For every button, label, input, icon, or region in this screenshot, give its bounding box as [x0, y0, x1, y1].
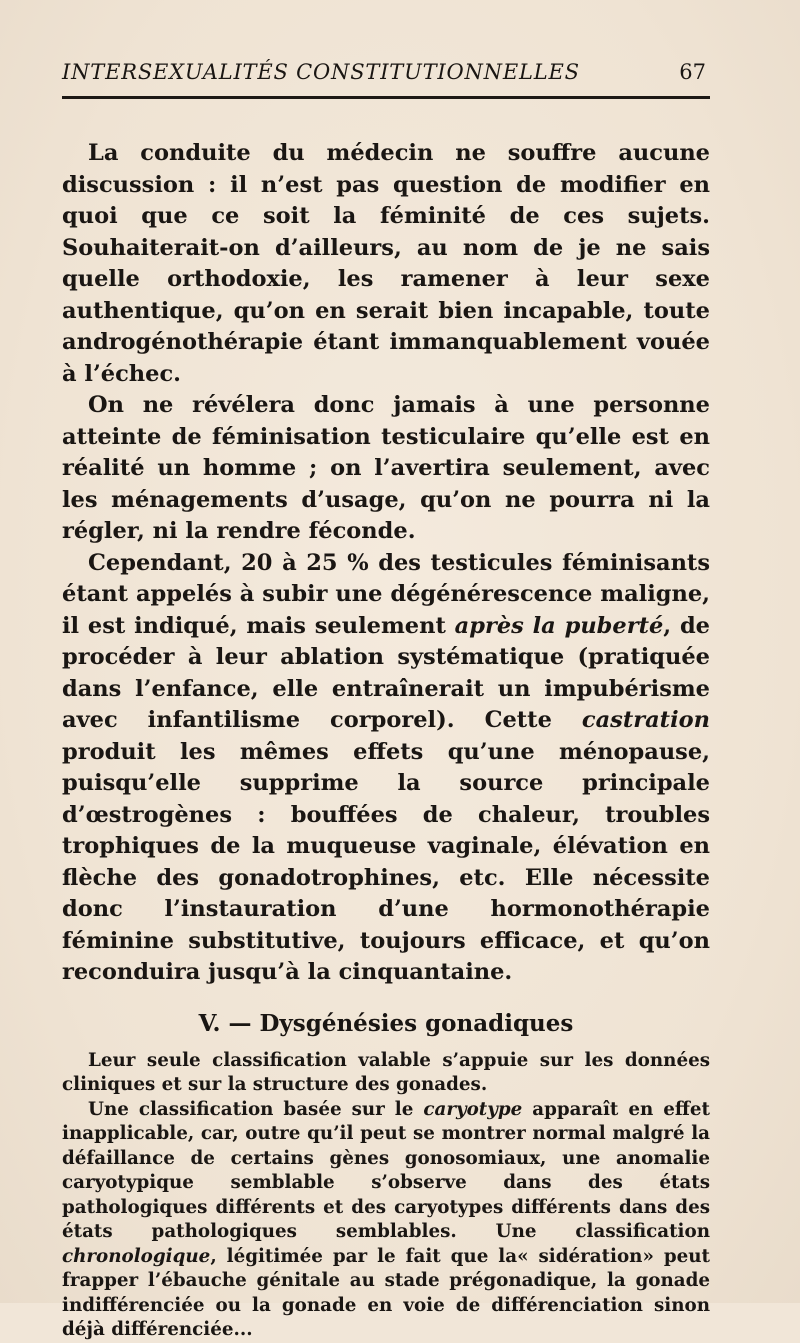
- emphasis-chronologique: chronologique: [62, 1245, 211, 1267]
- paragraph-text: Une classification basée sur le: [88, 1098, 424, 1120]
- paragraph-classification: [62, 1049, 710, 1098]
- section-heading: V. — Dysgénésies gonadiques: [198, 1009, 574, 1037]
- paragraph-text: Cependant, 20 à 25 % des testicules féminisants étant appelés à subir une dégénérescence maligne, il est indiqué, mais seulement: [62, 549, 710, 639]
- paragraph-text: apparaît en effet inapplicable, car, outre qu’il peut se montrer normal malgré la défaillance de certains gènes gonosomiaux, une anomalie caryotypique semblable s’observe dans des états pathologiques différents et des caryotypes différents dans des états pathologiques semblables. Une classification: [62, 1098, 710, 1242]
- emphasis-caryotype: caryotype: [423, 1098, 523, 1120]
- running-title: INTERSEXUALITÉS CONSTITUTIONNELLES: [62, 60, 580, 84]
- paragraph-text: produit les mêmes effets qu’une ménopause, puisqu’elle supprime la source principale d’œstrogènes : bouffées de chaleur, troubles trophiques de la muqueuse vaginale, élévation en flèche des gonadotrophines, etc. Elle nécessite donc l’instauration d’une hormonothérapie féminine substitutive, toujours efficace, et qu’on reconduira jusqu’à la cinquantaine.: [62, 738, 710, 985]
- small-print-block: [62, 1049, 710, 1343]
- paragraph-text: La conduite du médecin ne souffre aucune discussion : il n’est pas question de modifier en quoi que ce soit la féminité de ces sujets. Souhaiterait-on d’ailleurs, au nom de je ne sais quelle orthodoxie, les ramener à leur sexe authentique, qu’on en serait bien incapable, toute androgénothérapie étant immanquablement vouée à l’échec.: [62, 140, 710, 387]
- page-header: [62, 60, 710, 94]
- emphasis-castration: castration: [581, 707, 710, 733]
- page-number: 67: [679, 60, 706, 84]
- paragraph-castration: [62, 548, 710, 989]
- paragraph-text: , légitimée par le fait que la« sidération» peut frapper l’ébauche génitale au stade prégonadique, la gonade indifférenciée ou la gonade en voie de différenciation sinon déjà différenciée...: [62, 1245, 710, 1340]
- emphasis-apres-puberte: après la puberté: [454, 612, 664, 639]
- paragraph-text: On ne révélera donc jamais à une personne atteinte de féminisation testiculaire qu’elle est en réalité un homme ; on l’avertira seulement, avec les ménagements d’usage, qu’on ne pourra ni la régler, ni la rendre féconde.: [62, 392, 710, 544]
- paragraph-caryotype: [62, 1098, 710, 1343]
- body-text: [62, 138, 710, 1343]
- paragraph-conduite: [62, 138, 710, 390]
- paragraph-text: , de procéder à leur ablation systématique (pratiquée dans l’enfance, elle entraînerait un impubérisme avec infantilisme corporel). Cette: [62, 612, 710, 733]
- paragraph-text: Leur seule classification valable s’appuie sur les données cliniques et sur la structure des gonades.: [62, 1049, 710, 1095]
- header-rule: [62, 96, 710, 99]
- paragraph-revelation: [62, 390, 710, 548]
